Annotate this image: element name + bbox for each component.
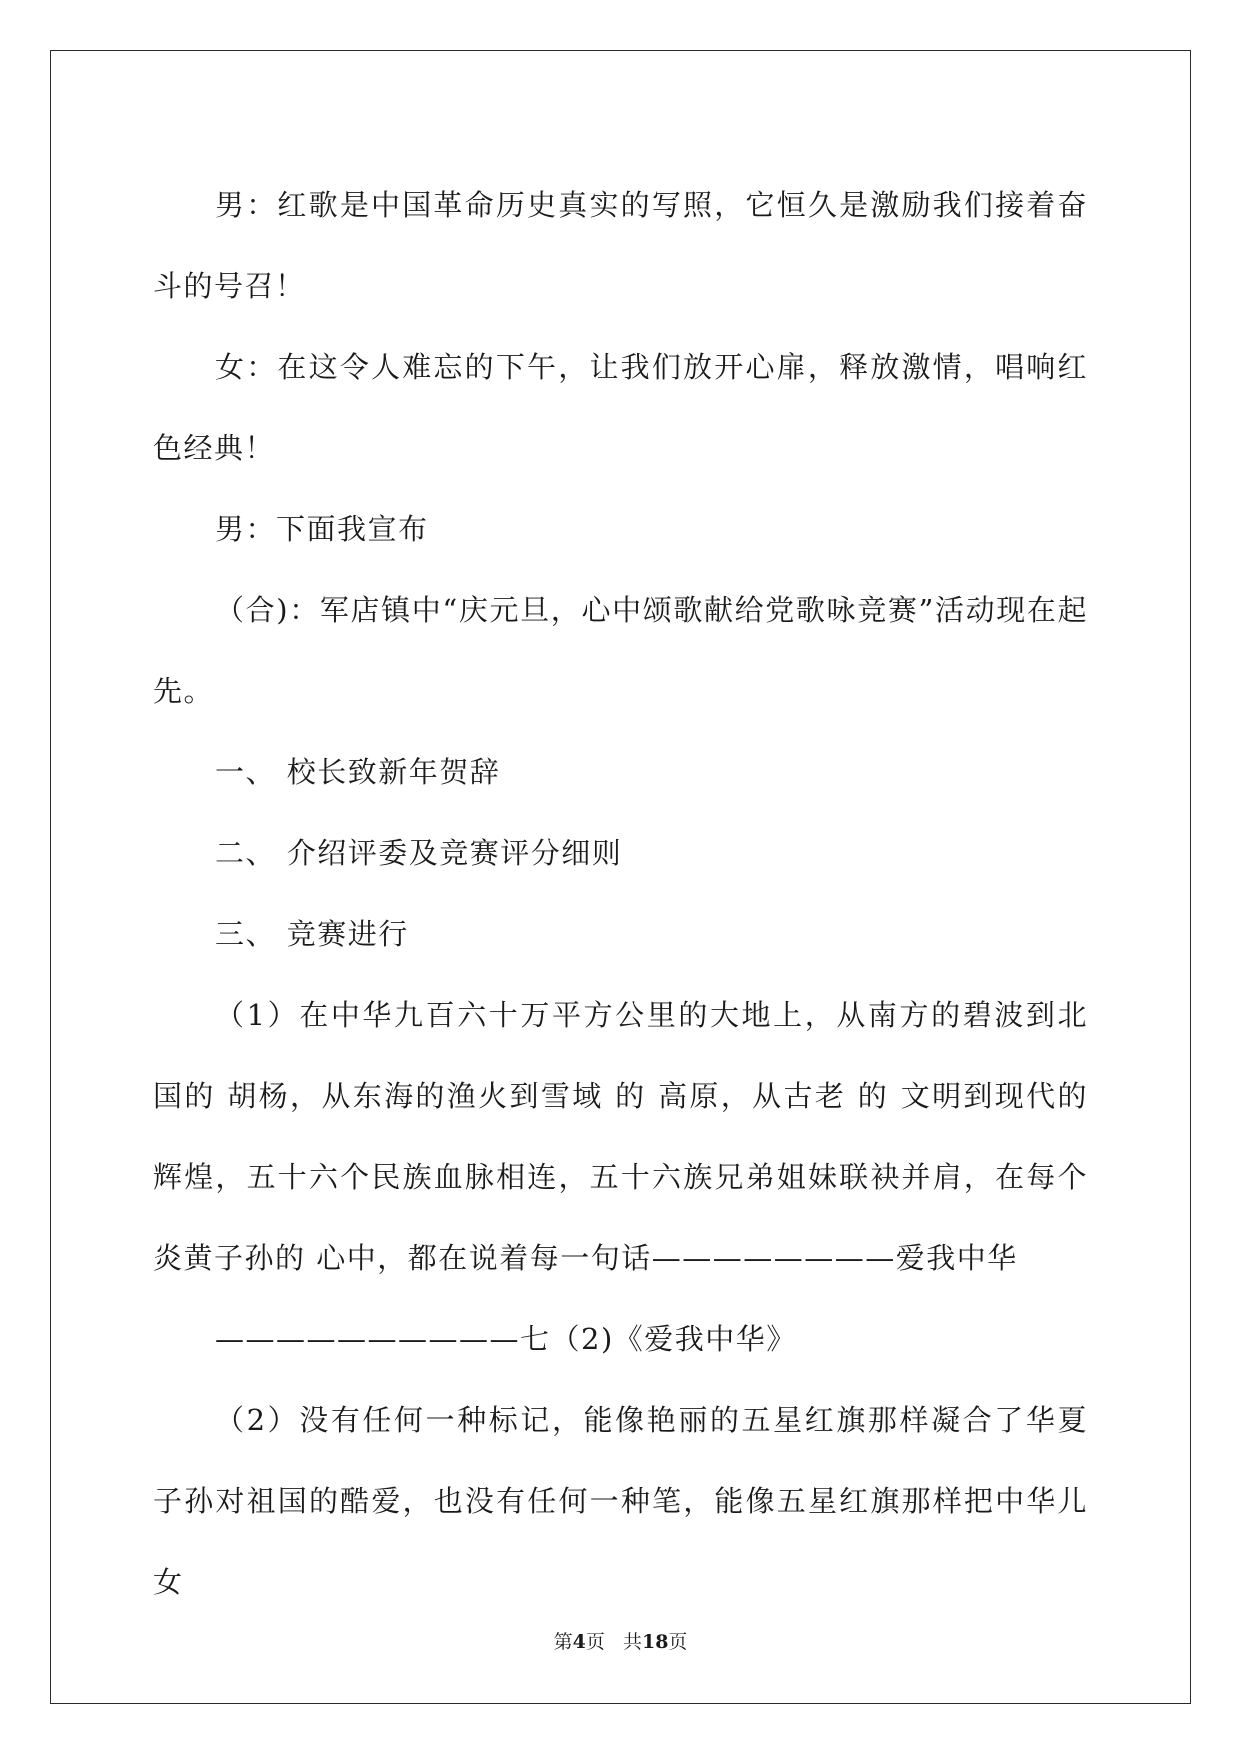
page-footer	[0, 1627, 1241, 1654]
agenda-item-2: 二、 介绍评委及竞赛评分细则	[215, 836, 623, 870]
agenda-item-1: 一、 校长致新年贺辞	[215, 755, 501, 789]
paragraph-female-intro: 女：在这令人难忘的下午，让我们放开心扉，释放激情，唱响红色经典！	[153, 350, 1088, 465]
page-prefix: 第	[553, 1631, 573, 1653]
page-suffix: 页	[585, 1631, 605, 1653]
paragraph-male-intro: 男：红歌是中国革命历史真实的写照，它恒久是激励我们接着奋斗的号召！	[153, 188, 1088, 303]
paragraph-section-2: （2）没有任何一种标记，能像艳丽的五星红旗那样凝合了华夏子孙对祖国的酷爱，也没有任何一种笔，能像五星红旗那样把中华儿女	[153, 1403, 1088, 1599]
paragraph-together: （合)：军店镇中“庆元旦，心中颂歌献给党歌咏竞赛”活动现在起先。	[153, 593, 1088, 708]
document-body	[153, 165, 1088, 1623]
total-pages: 18	[641, 1631, 669, 1653]
page-number: 4	[572, 1631, 586, 1653]
paragraph-section-1: （1）在中华九百六十万平方公里的大地上，从南方的碧波到北国的 胡杨，从东海的渔火到雪域 的 高原，从古老 的 文明到现代的辉煌，五十六个民族血脉相连，五十六族兄弟姐妹联袂并肩，在每个炎黄子孙的 心中，都在说着每一句话————————爱我中华	[153, 998, 1088, 1275]
total-prefix: 共	[622, 1631, 642, 1653]
agenda-item-3: 三、 竞赛进行	[215, 917, 409, 951]
paragraph-song-title: ——————————七（2)《爱我中华》	[215, 1322, 797, 1356]
total-suffix: 页	[668, 1631, 688, 1653]
paragraph-announce: 男：下面我宣布	[215, 512, 429, 546]
